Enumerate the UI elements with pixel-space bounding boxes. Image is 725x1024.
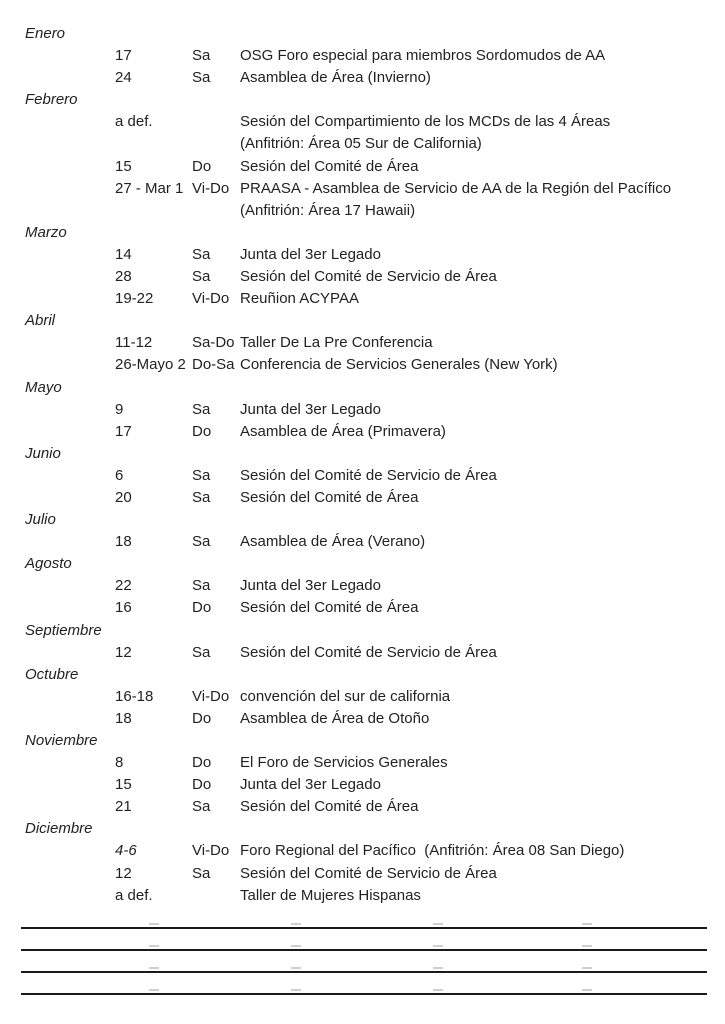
event-date: 26-Mayo 2 <box>115 356 186 374</box>
event-date: 27 - Mar 1 <box>115 179 184 197</box>
signature-line <box>21 949 707 951</box>
event-description: Asamblea de Área (Verano) <box>240 533 426 551</box>
event-description: OSG Foro especial para miembros Sordomudos de AA <box>240 47 606 65</box>
event-row <box>0 885 725 907</box>
event-row <box>0 796 725 818</box>
month-label: Mayo <box>25 378 62 396</box>
event-day: Sa <box>192 268 211 286</box>
event-row <box>0 421 725 443</box>
month-row <box>0 89 725 111</box>
month-row <box>0 509 725 531</box>
event-day: Vi-Do <box>192 179 230 197</box>
event-day: Sa <box>192 798 211 816</box>
event-row <box>0 200 725 222</box>
event-day: Do <box>192 157 212 175</box>
event-date: 17 <box>115 422 132 440</box>
month-label: Diciembre <box>25 820 93 838</box>
event-day: Sa <box>192 577 211 595</box>
event-row <box>0 288 725 310</box>
event-date: 21 <box>115 798 132 816</box>
event-day: Sa-Do <box>192 334 235 352</box>
event-description: Sesión del Comité de Área <box>240 798 419 816</box>
event-date: a def. <box>115 113 153 131</box>
month-row <box>0 553 725 575</box>
event-row <box>0 575 725 597</box>
event-row <box>0 354 725 376</box>
event-day: Sa <box>192 400 211 418</box>
event-row <box>0 465 725 487</box>
event-date: 18 <box>115 533 132 551</box>
event-day: Sa <box>192 47 211 65</box>
month-row <box>0 620 725 642</box>
month-label: Julio <box>25 511 56 529</box>
event-description: Sesión del Comité de Área <box>240 488 419 506</box>
event-description: Taller De La Pre Conferencia <box>240 334 433 352</box>
event-description: Conferencia de Servicios Generales (New York) <box>240 356 558 374</box>
event-description: Asamblea de Área (Primavera) <box>240 422 446 440</box>
signature-line <box>21 971 707 973</box>
event-row <box>0 332 725 354</box>
event-day: Sa <box>192 488 211 506</box>
event-date: 20 <box>115 488 132 506</box>
event-day: Sa <box>192 69 211 87</box>
event-row <box>0 708 725 730</box>
event-day: Do <box>192 422 212 440</box>
event-description: Sesión del Comité de Servicio de Área <box>240 643 497 661</box>
month-row <box>0 730 725 752</box>
event-date: 12 <box>115 864 132 882</box>
event-date: 28 <box>115 268 132 286</box>
event-day: Sa <box>192 864 211 882</box>
event-day: Do <box>192 776 212 794</box>
event-row <box>0 266 725 288</box>
event-description: Sesión del Comité de Área <box>240 157 419 175</box>
event-date: 11-12 <box>115 334 153 352</box>
event-row <box>0 752 725 774</box>
event-day: Sa <box>192 533 211 551</box>
event-date: 18 <box>115 709 132 727</box>
month-row <box>0 222 725 244</box>
event-row <box>0 863 725 885</box>
event-description: Asamblea de Área de Otoño <box>240 709 430 727</box>
event-date: 24 <box>115 69 132 87</box>
event-date: 12 <box>115 643 132 661</box>
event-description: Sesión del Compartimiento de los MCDs de las 4 Áreas <box>240 113 611 131</box>
event-description: Taller de Mujeres Hispanas <box>240 886 421 904</box>
month-row <box>0 818 725 840</box>
event-row <box>0 399 725 421</box>
event-row <box>0 111 725 133</box>
event-row <box>0 133 725 155</box>
month-row <box>0 443 725 465</box>
event-row <box>0 774 725 796</box>
event-day: Do <box>192 754 212 772</box>
signature-line <box>21 993 707 995</box>
event-description: Asamblea de Área (Invierno) <box>240 69 431 87</box>
event-description: Sesión del Comité de Servicio de Área <box>240 466 497 484</box>
month-label: Enero <box>25 25 66 42</box>
event-date: 8 <box>115 754 124 772</box>
event-date: 4-6 <box>115 842 137 860</box>
month-row <box>0 23 725 45</box>
event-description: (Anfitrión: Área 05 Sur de California) <box>240 135 482 153</box>
event-row <box>0 642 725 664</box>
event-day: Do <box>192 599 212 617</box>
event-date: 16-18 <box>115 687 154 705</box>
event-description: Junta del 3er Legado <box>240 400 381 418</box>
event-date: 6 <box>115 466 124 484</box>
event-description: El Foro de Servicios Generales <box>240 754 448 772</box>
month-label: Agosto <box>25 555 72 573</box>
event-description: convención del sur de california <box>240 687 451 705</box>
event-description: Sesión del Comité de Servicio de Área <box>240 268 497 286</box>
event-row <box>0 244 725 266</box>
event-date: 17 <box>115 47 132 65</box>
event-day: Do-Sa <box>192 356 235 374</box>
event-description: (Anfitrión: Área 17 Hawaii) <box>240 201 416 219</box>
event-description: Reuñion ACYPAA <box>240 290 359 308</box>
event-row <box>0 686 725 708</box>
event-description: Foro Regional del Pacífico (Anfitrión: Área 08 San Diego) <box>240 842 625 860</box>
event-day: Do <box>192 709 212 727</box>
event-row <box>0 840 725 862</box>
event-day: Vi-Do <box>192 842 230 860</box>
event-date: 19-22 <box>115 290 154 308</box>
month-label: Noviembre <box>25 732 98 749</box>
event-description: Junta del 3er Legado <box>240 776 381 794</box>
event-day: Sa <box>192 245 211 263</box>
event-calendar <box>0 23 725 907</box>
event-date: 22 <box>115 577 132 595</box>
month-label: Abril <box>25 312 56 330</box>
month-row <box>0 377 725 399</box>
event-description: Sesión del Comité de Servicio de Área <box>240 864 497 882</box>
event-date: 16 <box>115 599 132 617</box>
month-row <box>0 664 725 686</box>
month-row <box>0 310 725 332</box>
event-day: Vi-Do <box>192 290 230 308</box>
month-label: Junio <box>25 444 61 462</box>
event-row <box>0 597 725 619</box>
event-row <box>0 531 725 553</box>
event-row <box>0 487 725 509</box>
event-row <box>0 67 725 89</box>
event-description: Sesión del Comité de Área <box>240 599 419 617</box>
event-day: Sa <box>192 466 211 484</box>
event-row <box>0 178 725 200</box>
event-row <box>0 45 725 67</box>
event-description: Junta del 3er Legado <box>240 577 381 595</box>
month-label: Marzo <box>25 223 67 241</box>
event-description: Junta del 3er Legado <box>240 245 381 263</box>
event-date: 9 <box>115 400 124 418</box>
event-description: PRAASA - Asamblea de Servicio de AA de la Región del Pacífico <box>240 179 672 197</box>
signature-lines <box>21 927 707 1015</box>
event-row <box>0 156 725 178</box>
month-label: Octubre <box>25 665 79 683</box>
event-date: 14 <box>115 245 132 263</box>
event-date: a def. <box>115 886 153 904</box>
month-label: Septiembre <box>25 621 102 639</box>
event-date: 15 <box>115 157 132 175</box>
event-day: Vi-Do <box>192 687 230 705</box>
event-date: 15 <box>115 776 132 794</box>
event-day: Sa <box>192 643 211 661</box>
signature-line <box>21 927 707 929</box>
month-label: Febrero <box>25 91 78 109</box>
